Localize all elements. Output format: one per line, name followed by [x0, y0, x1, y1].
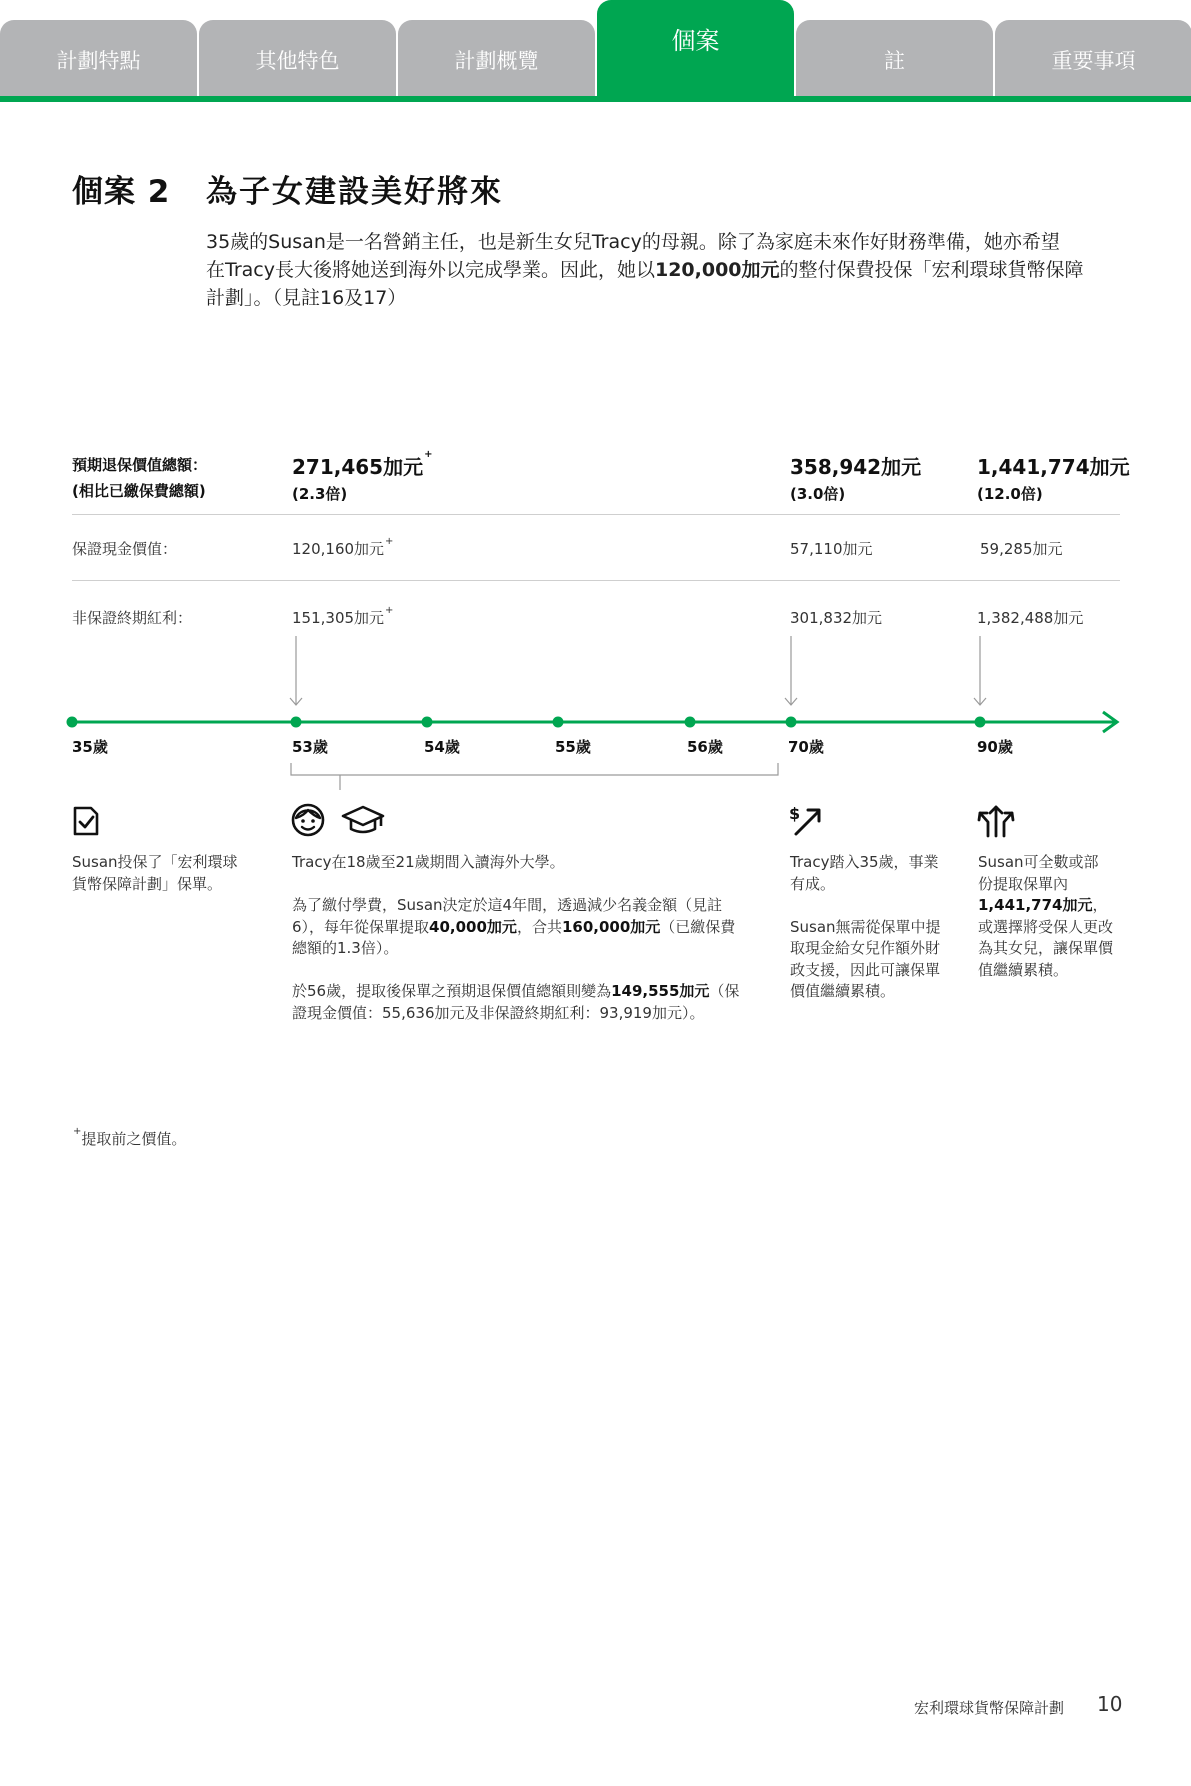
- multiple-70: (3.0倍): [790, 485, 846, 503]
- terminal-bonus-90: 1,382,488加元: [977, 609, 1084, 627]
- total-value-53: 271,465加元+: [292, 449, 433, 479]
- age-56: 56歲: [687, 738, 723, 756]
- dot-56: [685, 717, 696, 728]
- tab-plan-features[interactable]: 計劃特點: [0, 20, 197, 96]
- desc-age-90: [978, 852, 1113, 1003]
- tab-other-features[interactable]: 其他特色: [199, 20, 396, 96]
- tab-underline: [0, 96, 1191, 102]
- desc-53-para-1: Tracy在18歲至21歲期間入讀海外大學。: [292, 853, 565, 871]
- desc-90-para-1: Susan可全數或部份提取保單內1,441,774加元，或選擇將受保人更改為其女兒，讓保單價值繼續累積。: [978, 853, 1114, 979]
- page-number: 10: [1097, 1692, 1123, 1716]
- total-value-70: 358,942加元: [790, 455, 922, 479]
- dot-55: [553, 717, 564, 728]
- dot-35: [67, 717, 78, 728]
- money-growth-icon: [788, 802, 824, 838]
- age-54: 54歲: [424, 738, 460, 756]
- age-90: 90歲: [977, 738, 1013, 756]
- dot-53: [291, 717, 302, 728]
- intro-line-3: 計劃」。（見註16及17）: [206, 287, 407, 309]
- split-arrows-icon: [976, 802, 1016, 838]
- multiple-53: (2.3倍): [292, 485, 348, 503]
- table-divider: [72, 514, 1120, 515]
- svg-text:$: $: [789, 804, 801, 823]
- desc-70-para-2: Susan無需從保單中提取現金給女兒作額外財政支援，因此可讓保單價值繼續累積。: [790, 917, 941, 1000]
- tab-bar: [0, 0, 1191, 102]
- desc-age-35: Susan投保了「宏利環球貨幣保障計劃」保單。: [72, 853, 238, 893]
- desc-70-para-1: Tracy踏入35歲，事業有成。: [790, 853, 939, 893]
- age-35: 35歲: [72, 738, 108, 756]
- desc-age-70: [790, 852, 950, 1024]
- age-70: 70歲: [788, 738, 824, 756]
- graduation-cap-icon: [340, 804, 386, 836]
- terminal-bonus-label: 非保證終期紅利：: [72, 609, 193, 627]
- tab-plan-overview[interactable]: 計劃概覽: [398, 20, 595, 96]
- dot-90: [975, 717, 986, 728]
- desc-53-para-2: 為了繳付學費，Susan決定於這4年間，透過減少名義金額（見註6），每年從保單提取40,000加元，合共160,000加元（已繳保費總額的1.3倍）。: [292, 896, 736, 957]
- intro-line-2: 在Tracy長大後將她送到海外以完成學業。因此，她以120,000加元的整付保費投保「宏利環球貨幣保障: [206, 259, 1084, 281]
- case-intro: [206, 228, 1106, 312]
- terminal-bonus-53: 151,305加元+: [292, 605, 394, 627]
- desc-53-para-3: 於56歲，提取後保單之預期退保價值總額則變為149,555加元（保證現金價值：55,636加元及非保證終期紅利：93,919加元）。: [292, 982, 740, 1022]
- case-number: 個案 2: [72, 174, 171, 210]
- guaranteed-cash-label: 保證現金價值：: [72, 540, 178, 558]
- intro-line-1: 35歲的Susan是一名營銷主任，也是新生女兒Tracy的母親。除了為家庭未來作好財務準備，她亦希望: [206, 231, 1060, 253]
- dot-70: [786, 717, 797, 728]
- guaranteed-cash-90: 59,285加元: [980, 540, 1063, 558]
- premium-amount: 120,000加元: [654, 259, 780, 281]
- age-53: 53歲: [292, 738, 328, 756]
- dot-54: [422, 717, 433, 728]
- total-surrender-label: 預期退保價值總額：: [72, 456, 208, 474]
- multiple-90: (12.0倍): [977, 485, 1043, 503]
- age-bracket: [291, 763, 778, 790]
- age-55: 55歲: [555, 738, 591, 756]
- guaranteed-cash-70: 57,110加元: [790, 540, 873, 558]
- terminal-bonus-70: 301,832加元: [790, 609, 883, 627]
- vs-premium-label: (相比已繳保費總額): [72, 482, 206, 500]
- case-title: 為子女建設美好將來: [206, 174, 503, 210]
- down-arrows: [290, 636, 986, 705]
- desc-age-53: [292, 852, 747, 1046]
- footer-plan-name: 宏利環球貨幣保障計劃: [914, 1699, 1065, 1717]
- guaranteed-cash-53: 120,160加元+: [292, 536, 394, 558]
- tab-important-notes[interactable]: 重要事項: [995, 20, 1191, 96]
- table-divider: [72, 580, 1120, 581]
- total-value-90: 1,441,774加元: [977, 455, 1130, 479]
- girl-face-icon: [290, 802, 326, 838]
- policy-check-icon: [72, 806, 100, 836]
- footnote: +提取前之價值。: [73, 1126, 187, 1148]
- tab-notes[interactable]: 註: [796, 20, 993, 96]
- tab-cases[interactable]: 個案: [597, 0, 794, 96]
- timeline: [0, 620, 1191, 790]
